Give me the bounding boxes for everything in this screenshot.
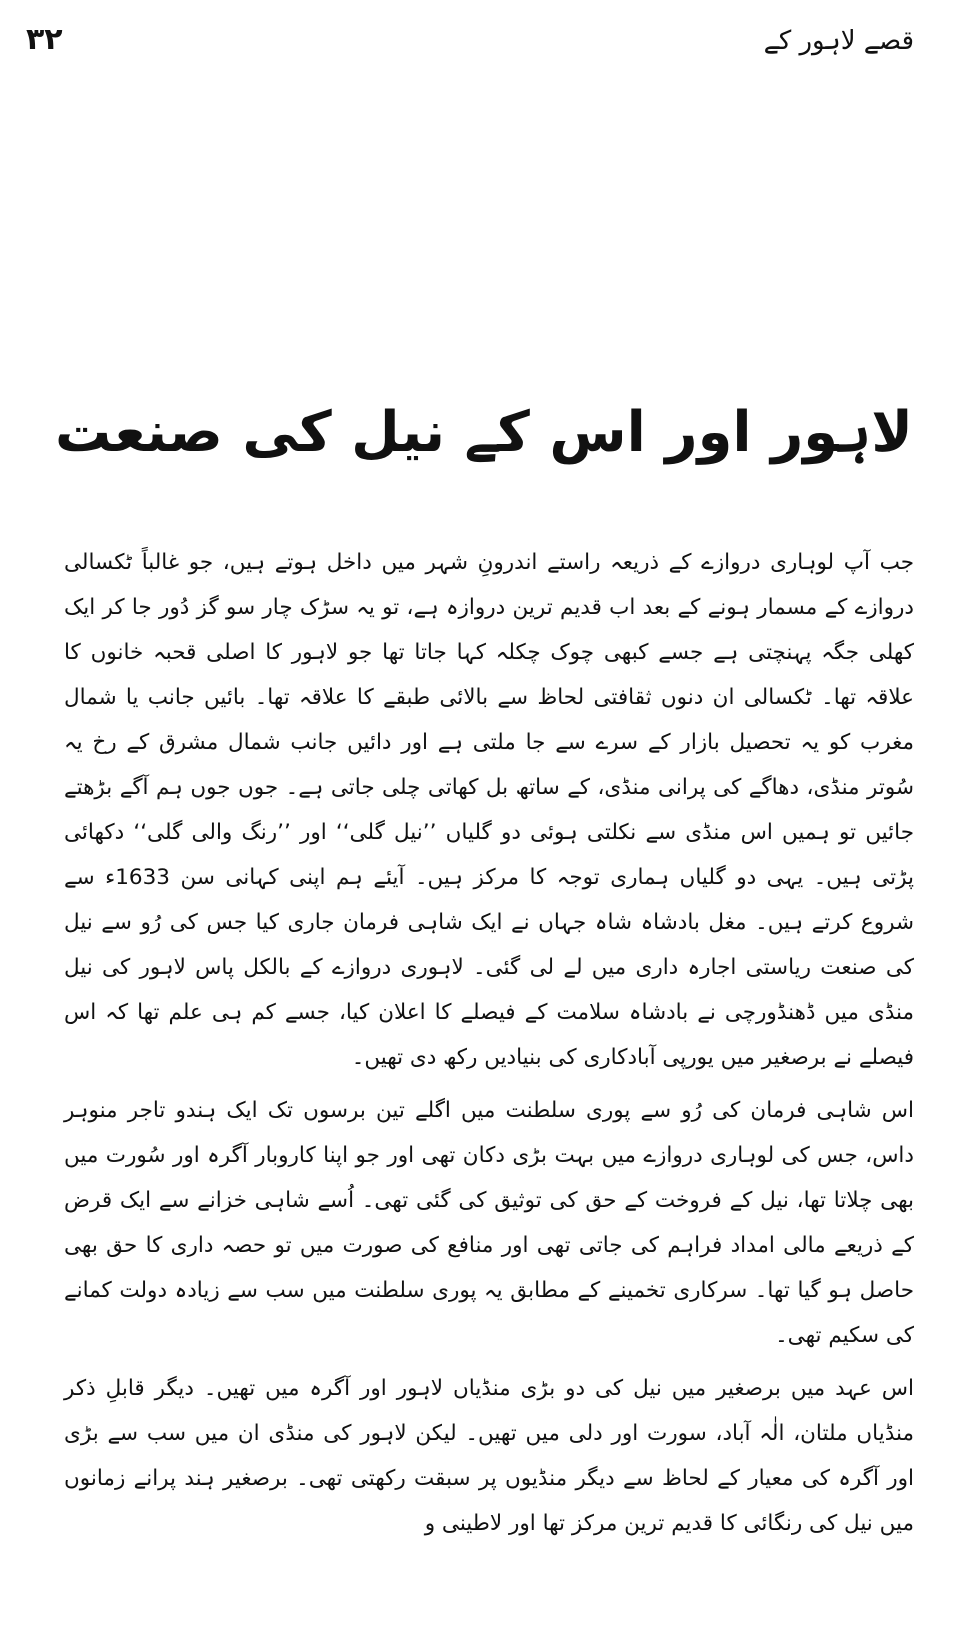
running-header: قصے لاہور کے — [763, 26, 914, 56]
paragraph-3: اس عہد میں برصغیر میں نیل کی دو بڑی منڈیاں لاہور اور آگرہ میں تھیں۔ دیگر قابلِ ذکر منڈیاں ملتان، الٰہ آباد، سورت اور دلی میں تھیں۔ لیکن لاہور کی منڈی ان میں سب سے بڑی اور آگرہ کی معیار کے لحاظ سے دیگر منڈیوں پر سبقت رکھتی تھی۔ برصغیر ہند پرانے زمانوں میں نیل کی رنگائی کا قدیم ترین مرکز تھا اور لاطینی و — [64, 1376, 914, 1536]
chapter-title: لاہور اور اس کے نیل کی صنعت — [55, 400, 913, 465]
page-number: ۳۲ — [26, 22, 63, 57]
paragraph-1: جب آپ لوہاری دروازے کے ذریعہ راستے اندرونِ شہر میں داخل ہوتے ہیں، جو غالباً ٹکسالی دروازے کے مسمار ہونے کے بعد اب قدیم ترین دروازہ ہے، تو یہ سڑک چار سو گز دُور جا کر ایک کھلی جگہ پہنچتی ہے جسے کبھی چوک چکلہ کہا جاتا تھا جو لاہور کا اصلی قحبہ خانوں کا علاقہ تھا۔ ٹکسالی ان دنوں ثقافتی لحاظ سے بالائی طبقے کا علاقہ تھا۔ بائیں جانب یا شمال مغرب کو یہ تحصیل بازار کے سرے سے جا ملتی ہے اور دائیں جانب شمال مشرق کے رخ یہ سُوتر منڈی، دھاگے کی پرانی منڈی، کے ساتھ بل کھاتی چلی جاتی ہے۔ جوں جوں ہم آگے بڑھتے جائیں تو ہمیں اس منڈی سے نکلتی ہوئی دو گلیاں ’’نیل گلی‘‘ اور ’’رنگ والی گلی‘‘ دکھائی پڑتی ہیں۔ یہی دو گلیاں ہماری توجہ کا مرکز ہیں۔ آیئے ہم اپنی کہانی سن 1633ء سے شروع کرتے ہیں۔ مغل بادشاہ شاہ جہاں نے ایک شاہی فرمان جاری کیا جس کی رُو سے نیل کی صنعت ریاستی اجارہ داری میں لے لی گئی۔ لاہوری دروازے کے بالکل پاس لاہور کی نیل منڈی میں ڈھنڈورچی نے بادشاہ سلامت کے فیصلے کا اعلان کیا، جسے کم ہی علم تھا کہ اس فیصلے نے برصغیر میں یورپی آبادکاری کی بنیادیں رکھ دی تھیں۔ — [64, 550, 914, 1070]
paragraph-2: اس شاہی فرمان کی رُو سے پوری سلطنت میں اگلے تین برسوں تک ایک ہندو تاجر منوہر داس، جس کی لوہاری دروازے میں بہت بڑی دکان تھی اور جو اپنا کاروبار آگرہ اور سُورت میں بھی چلاتا تھا، نیل کے فروخت کے حق کی توثیق کی گئی تھی۔ اُسے شاہی خزانے سے ایک قرض کے ذریعے مالی امداد فراہم کی جاتی تھی اور منافع کی صورت میں تو حصہ داری کا حق بھی حاصل ہو گیا تھا۔ سرکاری تخمینے کے مطابق یہ پوری سلطنت میں سب سے زیادہ دولت کمانے کی سکیم تھی۔ — [64, 1098, 914, 1348]
body-text — [64, 540, 914, 1554]
